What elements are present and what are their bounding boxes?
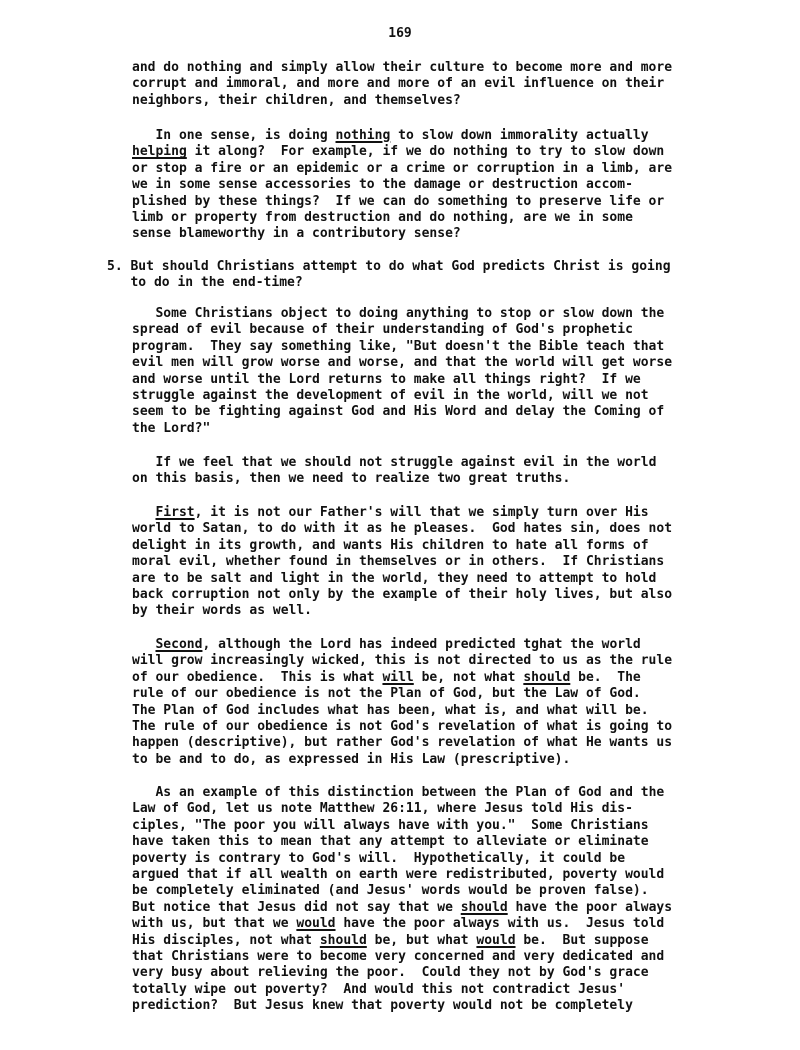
text-run: back corruption not only by the example of their holy lives, but also [132,586,673,602]
underlined-word: should [460,899,508,915]
text-run: very busy about relieving the poor. Could they not by God's grace [132,965,649,981]
text-run: will grow increasingly wicked, this is not directed to us as the rule [132,653,673,669]
text-line [132,571,800,587]
text-run: plished by these things? If we can do something to preserve life or [132,193,665,209]
text-run: be. The [570,669,641,685]
text-run: limb or property from destruction and do nothing, are we in some [132,209,633,225]
text-run: have the poor always [507,899,673,915]
text-line [132,471,800,487]
text-line [132,686,800,702]
text-run: The Plan of God includes what has been, what is, and what will be. [132,702,649,718]
text-run: on this basis, then we need to realize two great truths. [132,471,571,487]
text-run: totally wipe out poverty? And would this not contradict Jesus' [132,981,626,997]
text-line [132,538,800,554]
text-line [132,210,800,226]
text-line [132,719,800,735]
text-run: Some Christians object to doing anything to stop or slow down the [155,306,665,321]
underlined-word: would [296,916,336,932]
text-line [132,818,800,834]
text-line [132,521,800,537]
text-run: , it is not our Father's will that we simply turn over His [194,505,649,520]
text-line [132,388,800,404]
underlined-word: helping [132,144,187,160]
text-run: Law of God, let us note Matthew 26:11, where Jesus told His dis- [132,801,633,817]
text-run: to slow down immorality actually [390,128,649,143]
text-line [132,76,800,92]
text-run: of our obedience. This is what [132,669,383,685]
text-line [132,60,800,76]
text-line [132,670,800,686]
text-run: have taken this to mean that any attempt to alleviate or eliminate [132,834,649,850]
text-line [132,998,800,1014]
underlined-word: would [476,932,516,948]
underlined-word: Second [155,637,203,652]
text-run: the Lord?" [132,420,211,436]
text-line [132,603,800,619]
text-run: that Christians were to become very concerned and very dedicated and [132,948,665,964]
paragraph-p7 [132,785,800,1014]
text-run: are to be salt and light in the world, they need to attempt to hold [132,570,657,586]
text-run: poverty is contrary to God's will. Hypothetically, it could be [132,850,626,866]
text-line [132,226,800,242]
text-line [132,703,800,719]
text-run: neighbors, their children, and themselves? [132,92,461,108]
text-line [132,933,800,949]
text-line [107,275,800,291]
text-line [132,752,800,768]
text-line [132,404,800,420]
text-run: and worse until the Lord returns to make all things right? If we [132,371,641,387]
text-run: In one sense, is doing [155,128,336,143]
text-run: and do nothing and simply allow their culture to become more and more [132,60,673,75]
text-run: program. They say something like, "But doesn't the Bible teach that [132,338,665,354]
text-line [132,455,800,471]
text-run: , although the Lord has indeed predicted tghat the world [202,637,641,652]
question-5 [107,259,800,292]
underlined-word: should [523,669,571,685]
paragraph-p6 [132,637,800,768]
text-line [132,339,800,355]
text-line [132,965,800,981]
text-line [132,785,800,801]
text-line [132,883,800,899]
text-line [132,653,800,669]
text-run: be, but what [366,932,477,948]
text-run: or stop a fire or an epidemic or a crime or corruption in a limb, are [132,160,673,176]
text-line [132,93,800,109]
text-run: The rule of our obedience is not God's revelation of what is going to [132,718,673,734]
paragraph-p5 [132,505,800,620]
item-number: 5. [107,259,131,274]
text-line [132,421,800,437]
text-line [132,505,800,521]
text-line [132,128,800,144]
text-run: spread of evil because of their understanding of God's prophetic [132,322,633,338]
text-run: by their words as well. [132,603,313,619]
text-run: with us, but that we [132,916,297,932]
underlined-word: nothing [335,128,391,143]
text-line [132,637,800,653]
text-run: prediction? But Jesus knew that poverty would not be completely [132,998,633,1014]
text-run: world to Satan, to do with it as he pleases. God hates sin, does not [132,521,673,537]
paragraph-p1 [132,60,800,109]
text-run: rule of our obedience is not the Plan of God, but the Law of God. [132,686,641,702]
text-run: we in some sense accessories to the damage or destruction accom- [132,177,633,193]
text-run: be. But suppose [515,932,649,948]
text-run: be, not what [413,669,524,685]
text-run: seem to be fighting against God and His Word and delay the Coming of [132,404,665,420]
text-line [132,867,800,883]
text-line [132,851,800,867]
underlined-word: will [382,669,414,685]
text-line [132,735,800,751]
text-run: have the poor always with us. Jesus told [335,916,665,932]
text-run: struggle against the development of evil in the world, will we not [132,387,649,403]
text-run: to do in the end-time? [130,275,303,291]
text-run: delight in its growth, and wants His children to hate all forms of [132,537,649,553]
text-run: But notice that Jesus did not say that we [132,899,461,915]
text-line [132,372,800,388]
text-line [132,306,800,322]
text-run: it along? For example, if we do nothing to try to slow down [186,144,665,160]
text-line [132,900,800,916]
text-line [132,177,800,193]
text-run: be completely eliminated (and Jesus' words would be proven false). [132,883,649,899]
text-run: argued that if all wealth on earth were redistributed, poverty would [132,866,665,882]
text-line [132,834,800,850]
text-line [132,801,800,817]
page-number: 169 [388,26,412,41]
text-run: ciples, "The poor you will always have with you." Some Christians [132,817,649,833]
text-run: happen (descriptive), but rather God's revelation of what He wants us [132,735,673,751]
text-run: to be and to do, as expressed in His Law (prescriptive). [132,751,571,767]
text-line [132,355,800,371]
text-line [132,554,800,570]
text-line [107,259,800,275]
paragraph-p3 [132,306,800,437]
text-line [132,949,800,965]
text-line [132,161,800,177]
text-line [132,194,800,210]
text-line [132,144,800,160]
underlined-word: First [155,505,195,520]
text-run: corrupt and immoral, and more and more of an evil influence on their [132,76,665,92]
text-run: But should Christians attempt to do what God predicts Christ is going [130,259,671,274]
underlined-word: should [319,932,367,948]
text-line [132,587,800,603]
paragraph-p4 [132,455,800,488]
text-line [132,322,800,338]
text-run: sense blameworthy in a contributory sense? [132,226,461,242]
text-run: His disciples, not what [132,932,320,948]
text-line [132,916,800,932]
text-run: If we feel that we should not struggle against evil in the world [155,455,657,470]
text-run: moral evil, whether found in themselves or in others. If Christians [132,554,665,570]
text-run: evil men will grow worse and worse, and that the world will get worse [132,355,673,371]
text-run: As an example of this distinction between the Plan of God and the [155,785,665,800]
text-line [132,982,800,998]
paragraph-p2 [132,128,800,243]
